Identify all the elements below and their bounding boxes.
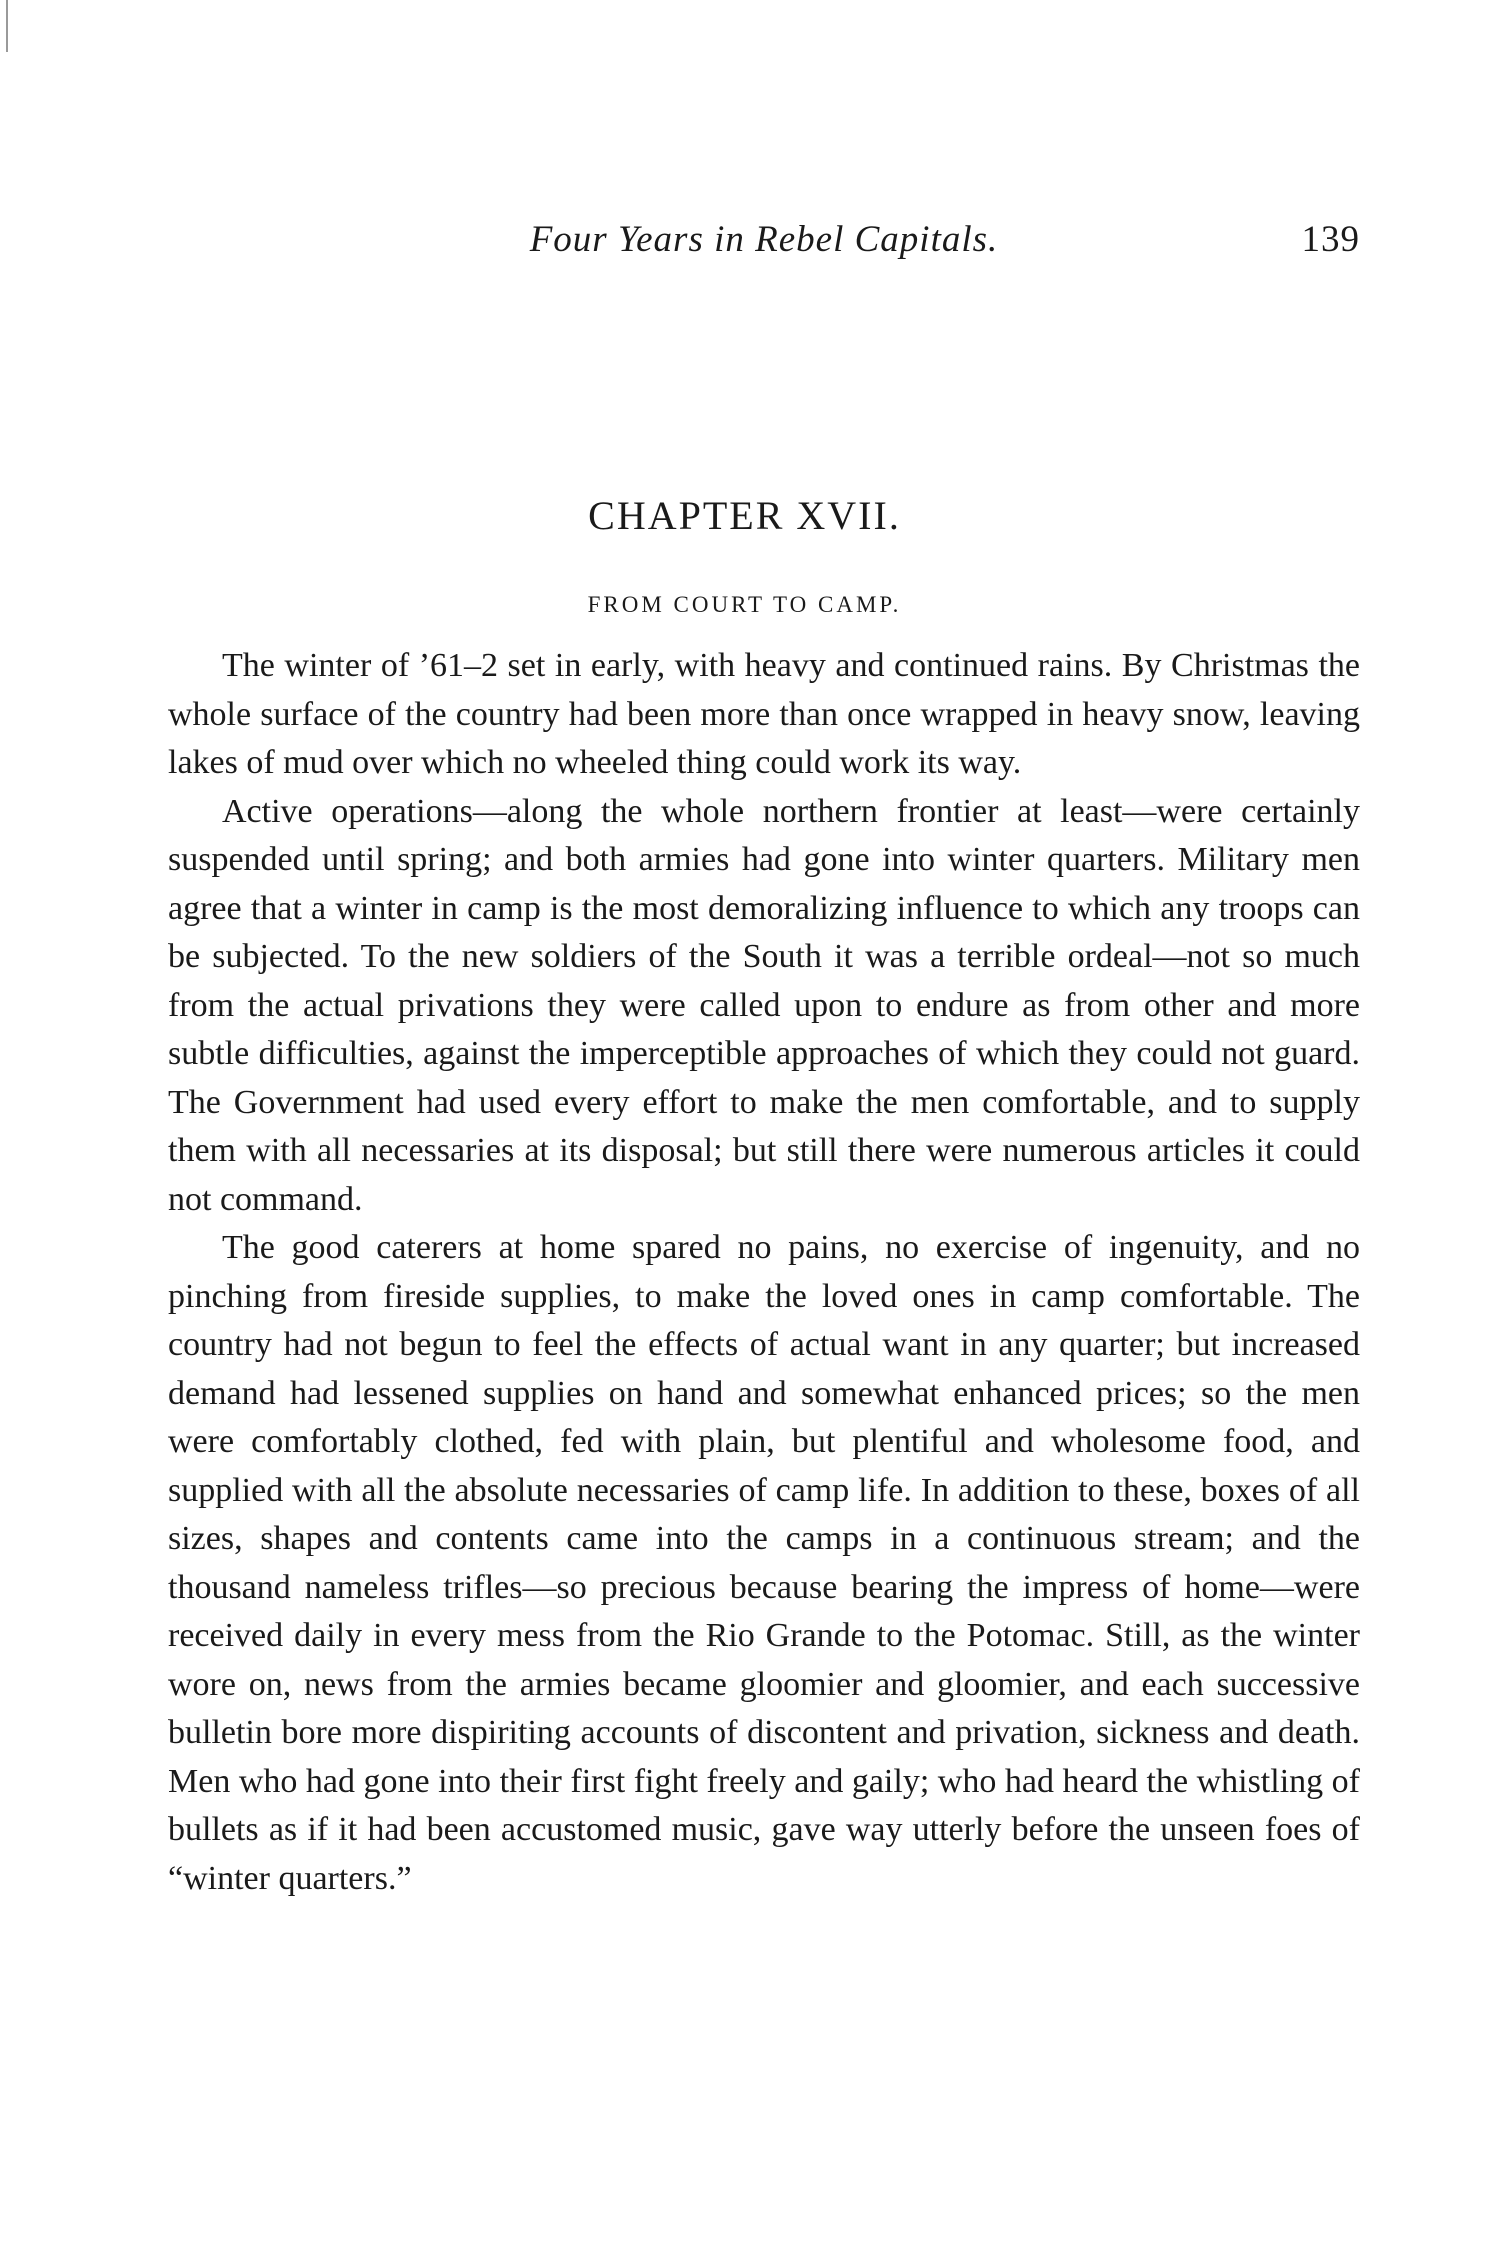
paragraph-2: Active operations—along the whole northern frontier at least—were certainly suspended until spring; and both armies had gone into winter quarters. Military men agree that a winter in camp is the most demoralizing influence to which any troops can be subjected. To the new soldiers of the South it was a terrible ordeal—not so much from the actual privations they were called upon to endure as from other and more subtle difficulties, against the imperceptible approaches of which they could not guard. The Government had used every effort to make the men comfortable, and to supply them with all necessaries at its disposal; but still there were numerous articles it could not command. [168,792,1360,1218]
scan-edge-mark [6,0,8,52]
paragraph-3: The good caterers at home spared no pains, no exercise of ingenuity, and no pinching from fireside supplies, to make the loved ones in camp comfortable. The country had not begun to feel the effects of actual want in any quarter; but increased demand had lessened supplies on hand and somewhat enhanced prices; so the men were comfortably clothed, fed with plain, but plentiful and wholesome food, and supplied with all the absolute necessaries of camp life. In addition to these, boxes of all sizes, shapes and contents came into the camps in a continuous stream; and the thousand nameless trifles—so precious because bearing the impress of home—were received daily in every mess from the Rio Grande to the Potomac. Still, as the winter wore on, news from the armies became gloomier and gloomier, and each successive bulletin bore more dispiriting accounts of discontent and privation, sickness and death. Men who had gone into their first fight freely and gaily; who had heard the whistling of bullets as if it had been accustomed music, gave way utterly before the unseen foes of “winter quarters.” [168,1229,1360,1897]
body-text [168,642,1360,1903]
paragraph-1: The winter of ’61–2 set in early, with heavy and continued rains. By Christmas the whole surface of the country had been more than once wrapped in heavy snow, leaving lakes of mud over which no wheeled thing could work its way. [168,647,1360,781]
running-header [168,218,1360,278]
chapter-subtitle: FROM COURT TO CAMP. [587,592,902,617]
running-title: Four Years in Rebel Capitals. [529,219,999,260]
chapter-title: CHAPTER XVII. [588,493,901,538]
page-number: 139 [1301,219,1360,260]
